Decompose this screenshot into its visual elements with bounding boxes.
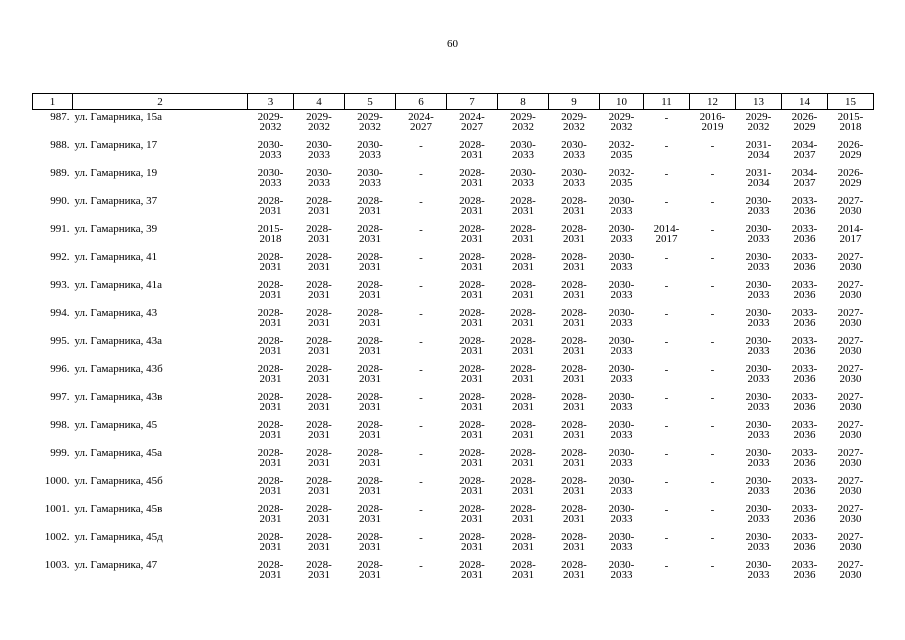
period-cell: - [710,279,715,292]
period-cell: 2027- 2030 [837,362,864,385]
period-cell: - [710,335,715,348]
period-cell: 2027- 2030 [837,278,864,301]
period-cell: 2027- 2030 [837,194,864,217]
table-header [33,94,874,110]
period-cell: 2028- 2031 [561,502,587,525]
period-cell: 2027- 2030 [837,390,864,413]
period-cell: 2030- 2033 [745,362,772,385]
period-cell: 2030- 2033 [306,166,332,189]
period-cell: 2030- 2033 [745,194,772,217]
period-cell: - [664,195,669,208]
period-cell: 2028- 2031 [357,278,383,301]
period-cell: - [419,503,423,516]
period-cell: 2030- 2033 [608,278,635,301]
period-cell: - [710,167,715,180]
period-cell: 2030- 2033 [257,138,284,161]
period-cell: 2028- 2031 [306,418,332,441]
period-cell: 2028- 2031 [357,418,383,441]
period-cell: - [419,167,423,180]
period-cell: 2033- 2036 [791,250,818,273]
period-cell: 2033- 2036 [791,418,818,441]
period-cell: 2028- 2031 [510,530,536,553]
period-cell: - [664,307,669,320]
table-row [33,558,874,586]
period-cell: 2028- 2031 [459,502,485,525]
column-header-6: 6 [396,94,447,110]
address-cell: ул. Гамарника, 45 [74,418,158,431]
period-cell: 2016- 2019 [699,111,726,133]
period-cell: 2028- 2031 [257,334,284,357]
period-cell: - [419,279,423,292]
table-row [33,138,874,166]
period-cell: 2028- 2031 [510,306,536,329]
period-cell: 2033- 2036 [791,222,818,245]
period-cell: 2030- 2033 [745,418,772,441]
period-cell: 2030- 2033 [608,194,635,217]
period-cell: 2030- 2033 [745,334,772,357]
period-cell: - [710,307,715,320]
row-number: 995. [50,334,70,347]
row-number: 999. [50,446,70,459]
period-cell: 2030- 2033 [745,446,772,469]
table-row [33,166,874,194]
period-cell: 2030- 2033 [608,334,635,357]
period-cell: - [710,419,715,432]
period-cell: 2030- 2033 [608,390,635,413]
row-number: 994. [50,306,70,319]
table-row [33,474,874,502]
period-cell: 2029- 2032 [257,111,284,133]
period-cell: 2028- 2031 [459,306,485,329]
period-cell: 2028- 2031 [510,334,536,357]
period-cell: 2027- 2030 [837,502,864,525]
period-cell: 2028- 2031 [510,194,536,217]
row-number: 1000. [44,474,70,487]
period-cell: 2028- 2031 [510,558,536,581]
period-cell: 2028- 2031 [357,306,383,329]
period-cell: 2033- 2036 [791,334,818,357]
period-cell: 2030- 2033 [745,306,772,329]
period-cell: 2028- 2031 [459,362,485,385]
period-cell: - [419,531,423,544]
period-cell: 2028- 2031 [306,194,332,217]
period-cell: 2028- 2031 [459,250,485,273]
period-cell: 2028- 2031 [510,474,536,497]
table-row [33,446,874,474]
column-header-9: 9 [549,94,600,110]
address-cell: ул. Гамарника, 43б [74,362,163,375]
period-cell: 2030- 2033 [608,502,635,525]
period-cell: 2028- 2031 [357,530,383,553]
address-cell: ул. Гамарника, 43а [74,334,162,347]
period-cell: 2028- 2031 [561,306,587,329]
period-cell: 2030- 2033 [510,138,536,161]
period-cell: 2029- 2032 [510,111,536,133]
period-cell: - [664,447,669,460]
period-cell: - [419,223,423,236]
period-cell: 2030- 2033 [306,138,332,161]
period-cell: 2030- 2033 [745,390,772,413]
period-cell: - [664,475,669,488]
period-cell: 2028- 2031 [561,530,587,553]
period-cell: 2024- 2027 [408,111,434,133]
period-cell: 2028- 2031 [510,390,536,413]
period-cell: - [664,279,669,292]
period-cell: - [664,559,669,572]
period-cell: - [710,503,715,516]
period-cell: - [664,167,669,180]
period-cell: - [664,391,669,404]
period-cell: 2028- 2031 [561,474,587,497]
row-number: 993. [50,278,70,291]
table-row [33,390,874,418]
period-cell: 2028- 2031 [306,530,332,553]
address-cell: ул. Гамарника, 45а [74,446,162,459]
row-number: 1001. [44,502,70,515]
address-cell: ул. Гамарника, 41 [74,250,158,263]
period-cell: - [664,503,669,516]
period-cell: 2014- 2017 [837,222,864,245]
period-cell: 2027- 2030 [837,474,864,497]
period-cell: 2030- 2033 [561,138,587,161]
period-cell: 2030- 2033 [357,166,383,189]
period-cell: - [664,363,669,376]
address-cell: ул. Гамарника, 15а [74,111,162,123]
row-number: 997. [50,390,70,403]
period-cell: - [419,447,423,460]
period-cell: 2030- 2033 [608,418,635,441]
period-cell: - [419,363,423,376]
column-header-11: 11 [644,94,690,110]
period-cell: 2028- 2031 [257,194,284,217]
period-cell: 2029- 2032 [608,111,635,133]
period-cell: 2034- 2037 [791,138,818,161]
period-cell: 2028- 2031 [459,418,485,441]
period-cell: 2028- 2031 [357,362,383,385]
period-cell: 2028- 2031 [257,362,284,385]
period-cell: - [419,335,423,348]
column-header-2: 2 [73,94,248,110]
period-cell: 2028- 2031 [459,446,485,469]
row-number: 989. [50,166,70,179]
period-cell: 2028- 2031 [357,222,383,245]
period-cell: 2030- 2033 [608,222,635,245]
period-cell: 2028- 2031 [510,362,536,385]
table-row [33,502,874,530]
period-cell: 2028- 2031 [510,278,536,301]
address-cell: ул. Гамарника, 45д [74,530,163,543]
table-row [33,362,874,390]
address-cell: ул. Гамарника, 43в [74,390,163,403]
period-cell: - [710,195,715,208]
period-cell: 2028- 2031 [510,418,536,441]
period-cell: 2028- 2031 [561,194,587,217]
period-cell: 2028- 2031 [459,278,485,301]
period-cell: 2033- 2036 [791,278,818,301]
period-cell: 2028- 2031 [257,250,284,273]
period-cell: - [710,475,715,488]
period-cell: 2027- 2030 [837,418,864,441]
period-cell: 2028- 2031 [459,558,485,581]
period-cell: 2028- 2031 [357,558,383,581]
table-row [33,110,874,138]
period-cell: 2028- 2031 [257,418,284,441]
column-header-7: 7 [447,94,498,110]
period-cell: 2030- 2033 [745,558,772,581]
period-cell: 2026- 2029 [837,166,864,189]
period-cell: 2033- 2036 [791,502,818,525]
period-cell: 2028- 2031 [510,502,536,525]
period-cell: 2030- 2033 [608,530,635,553]
period-cell: 2032- 2035 [608,138,635,161]
period-cell: 2028- 2031 [306,390,332,413]
address-cell: ул. Гамарника, 37 [74,194,158,207]
period-cell: 2033- 2036 [791,306,818,329]
period-cell: - [419,391,423,404]
address-cell: ул. Гамарника, 45в [74,502,163,515]
column-header-14: 14 [782,94,828,110]
row-number: 990. [50,194,70,207]
period-cell: 2030- 2033 [608,558,635,581]
period-cell: 2032- 2035 [608,166,635,189]
period-cell: 2030- 2033 [608,306,635,329]
period-cell: 2028- 2031 [357,474,383,497]
period-cell: 2030- 2033 [608,446,635,469]
period-cell: 2031- 2034 [745,166,772,189]
period-cell: 2030- 2033 [745,222,772,245]
address-cell: ул. Гамарника, 43 [74,306,158,319]
schedule-table [32,93,874,586]
period-cell: 2030- 2033 [561,166,587,189]
period-cell: 2028- 2031 [510,446,536,469]
period-cell: - [710,447,715,460]
period-cell: 2030- 2033 [257,166,284,189]
period-cell: 2027- 2030 [837,530,864,553]
column-header-1: 1 [33,94,73,110]
period-cell: 2028- 2031 [306,474,332,497]
table-row [33,306,874,334]
address-cell: ул. Гамарника, 41а [74,278,162,291]
period-cell: 2028- 2031 [257,474,284,497]
period-cell: 2028- 2031 [306,502,332,525]
period-cell: 2028- 2031 [459,194,485,217]
period-cell: 2030- 2033 [608,250,635,273]
period-cell: 2028- 2031 [561,446,587,469]
period-cell: - [710,139,715,152]
period-cell: 2014- 2017 [653,222,680,245]
period-cell: 2033- 2036 [791,446,818,469]
row-number: 998. [50,418,70,431]
period-cell: 2028- 2031 [257,530,284,553]
table-row [33,194,874,222]
period-cell: 2028- 2031 [306,334,332,357]
period-cell: 2027- 2030 [837,306,864,329]
period-cell: - [710,559,715,572]
period-cell: 2033- 2036 [791,390,818,413]
table-body [33,110,874,586]
period-cell: - [419,559,423,572]
period-cell: 2028- 2031 [561,390,587,413]
column-header-10: 10 [600,94,644,110]
period-cell: 2028- 2031 [306,278,332,301]
period-cell: 2028- 2031 [357,334,383,357]
column-header-8: 8 [498,94,549,110]
period-cell: 2033- 2036 [791,530,818,553]
row-number: 991. [50,222,70,235]
column-header-15: 15 [828,94,874,110]
period-cell: - [664,419,669,432]
period-cell: 2028- 2031 [257,502,284,525]
period-cell: 2028- 2031 [257,446,284,469]
period-cell: - [710,391,715,404]
header-row [33,94,874,110]
period-cell: 2033- 2036 [791,362,818,385]
period-cell: - [419,307,423,320]
period-cell: 2028- 2031 [357,446,383,469]
period-cell: 2028- 2031 [459,222,485,245]
table-row [33,530,874,558]
period-cell: 2028- 2031 [459,166,485,189]
period-cell: 2033- 2036 [791,194,818,217]
period-cell: 2028- 2031 [561,250,587,273]
period-cell: 2028- 2031 [257,558,284,581]
period-cell: 2029- 2032 [561,111,587,133]
period-cell: 2028- 2031 [306,446,332,469]
period-cell: - [710,531,715,544]
period-cell: 2028- 2031 [306,306,332,329]
period-cell: - [664,335,669,348]
row-number: 1003. [44,558,70,571]
period-cell: 2030- 2033 [745,530,772,553]
period-cell: 2028- 2031 [459,138,485,161]
row-number: 992. [50,250,70,263]
period-cell: 2028- 2031 [510,222,536,245]
period-cell: 2027- 2030 [837,446,864,469]
period-cell: 2028- 2031 [306,362,332,385]
page-number: 60 [447,38,458,50]
period-cell: 2028- 2031 [459,530,485,553]
row-number: 988. [50,138,70,151]
period-cell: 2027- 2030 [837,334,864,357]
period-cell: 2015- 2018 [837,111,864,133]
address-cell: ул. Гамарника, 45б [74,474,163,487]
period-cell: 2028- 2031 [306,250,332,273]
period-cell: 2029- 2032 [306,111,332,133]
row-number: 996. [50,362,70,375]
period-cell: 2028- 2031 [561,334,587,357]
column-header-4: 4 [294,94,345,110]
period-cell: 2027- 2030 [837,250,864,273]
period-cell: - [710,251,715,264]
period-cell: 2030- 2033 [745,278,772,301]
row-number: 987. [50,111,70,123]
period-cell: 2034- 2037 [791,166,818,189]
period-cell: 2028- 2031 [459,474,485,497]
period-cell: - [710,363,715,376]
period-cell: 2030- 2033 [745,474,772,497]
period-cell: 2028- 2031 [357,250,383,273]
column-header-5: 5 [345,94,396,110]
period-cell: 2028- 2031 [357,194,383,217]
period-cell: 2024- 2027 [459,111,485,133]
table-row [33,418,874,446]
period-cell: 2030- 2033 [608,362,635,385]
column-header-3: 3 [248,94,294,110]
period-cell: 2028- 2031 [357,502,383,525]
period-cell: 2030- 2033 [745,250,772,273]
period-cell: - [664,251,669,264]
period-cell: 2030- 2033 [745,502,772,525]
period-cell: 2028- 2031 [561,222,587,245]
period-cell: 2028- 2031 [561,278,587,301]
period-cell: - [419,195,423,208]
period-cell: 2028- 2031 [257,306,284,329]
column-header-12: 12 [690,94,736,110]
period-cell: 2015- 2018 [257,222,284,245]
period-cell: 2028- 2031 [306,222,332,245]
table-row [33,334,874,362]
table-row [33,278,874,306]
period-cell: 2028- 2031 [257,390,284,413]
period-cell: 2028- 2031 [357,390,383,413]
period-cell: 2027- 2030 [837,558,864,581]
period-cell: 2028- 2031 [306,558,332,581]
period-cell: 2033- 2036 [791,474,818,497]
period-cell: 2033- 2036 [791,558,818,581]
period-cell: 2029- 2032 [357,111,383,133]
period-cell: 2028- 2031 [561,418,587,441]
period-cell: - [419,139,423,152]
period-cell: 2026- 2029 [791,111,818,133]
period-cell: 2028- 2031 [561,558,587,581]
table-row [33,222,874,250]
column-header-13: 13 [736,94,782,110]
period-cell: - [664,112,669,124]
period-cell: - [419,419,423,432]
period-cell: 2028- 2031 [561,362,587,385]
period-cell: - [419,475,423,488]
period-cell: - [419,251,423,264]
period-cell: 2029- 2032 [745,111,772,133]
period-cell: 2028- 2031 [459,334,485,357]
period-cell: - [664,139,669,152]
period-cell: - [664,531,669,544]
period-cell: 2026- 2029 [837,138,864,161]
period-cell: 2031- 2034 [745,138,772,161]
address-cell: ул. Гамарника, 39 [74,222,158,235]
period-cell: 2030- 2033 [608,474,635,497]
address-cell: ул. Гамарника, 17 [74,138,158,151]
period-cell: 2030- 2033 [510,166,536,189]
row-number: 1002. [44,530,70,543]
address-cell: ул. Гамарника, 47 [74,558,158,571]
address-cell: ул. Гамарника, 19 [74,166,158,179]
period-cell: 2030- 2033 [357,138,383,161]
table-row [33,250,874,278]
period-cell: 2028- 2031 [459,390,485,413]
period-cell: - [710,223,715,236]
period-cell: 2028- 2031 [257,278,284,301]
period-cell: 2028- 2031 [510,250,536,273]
